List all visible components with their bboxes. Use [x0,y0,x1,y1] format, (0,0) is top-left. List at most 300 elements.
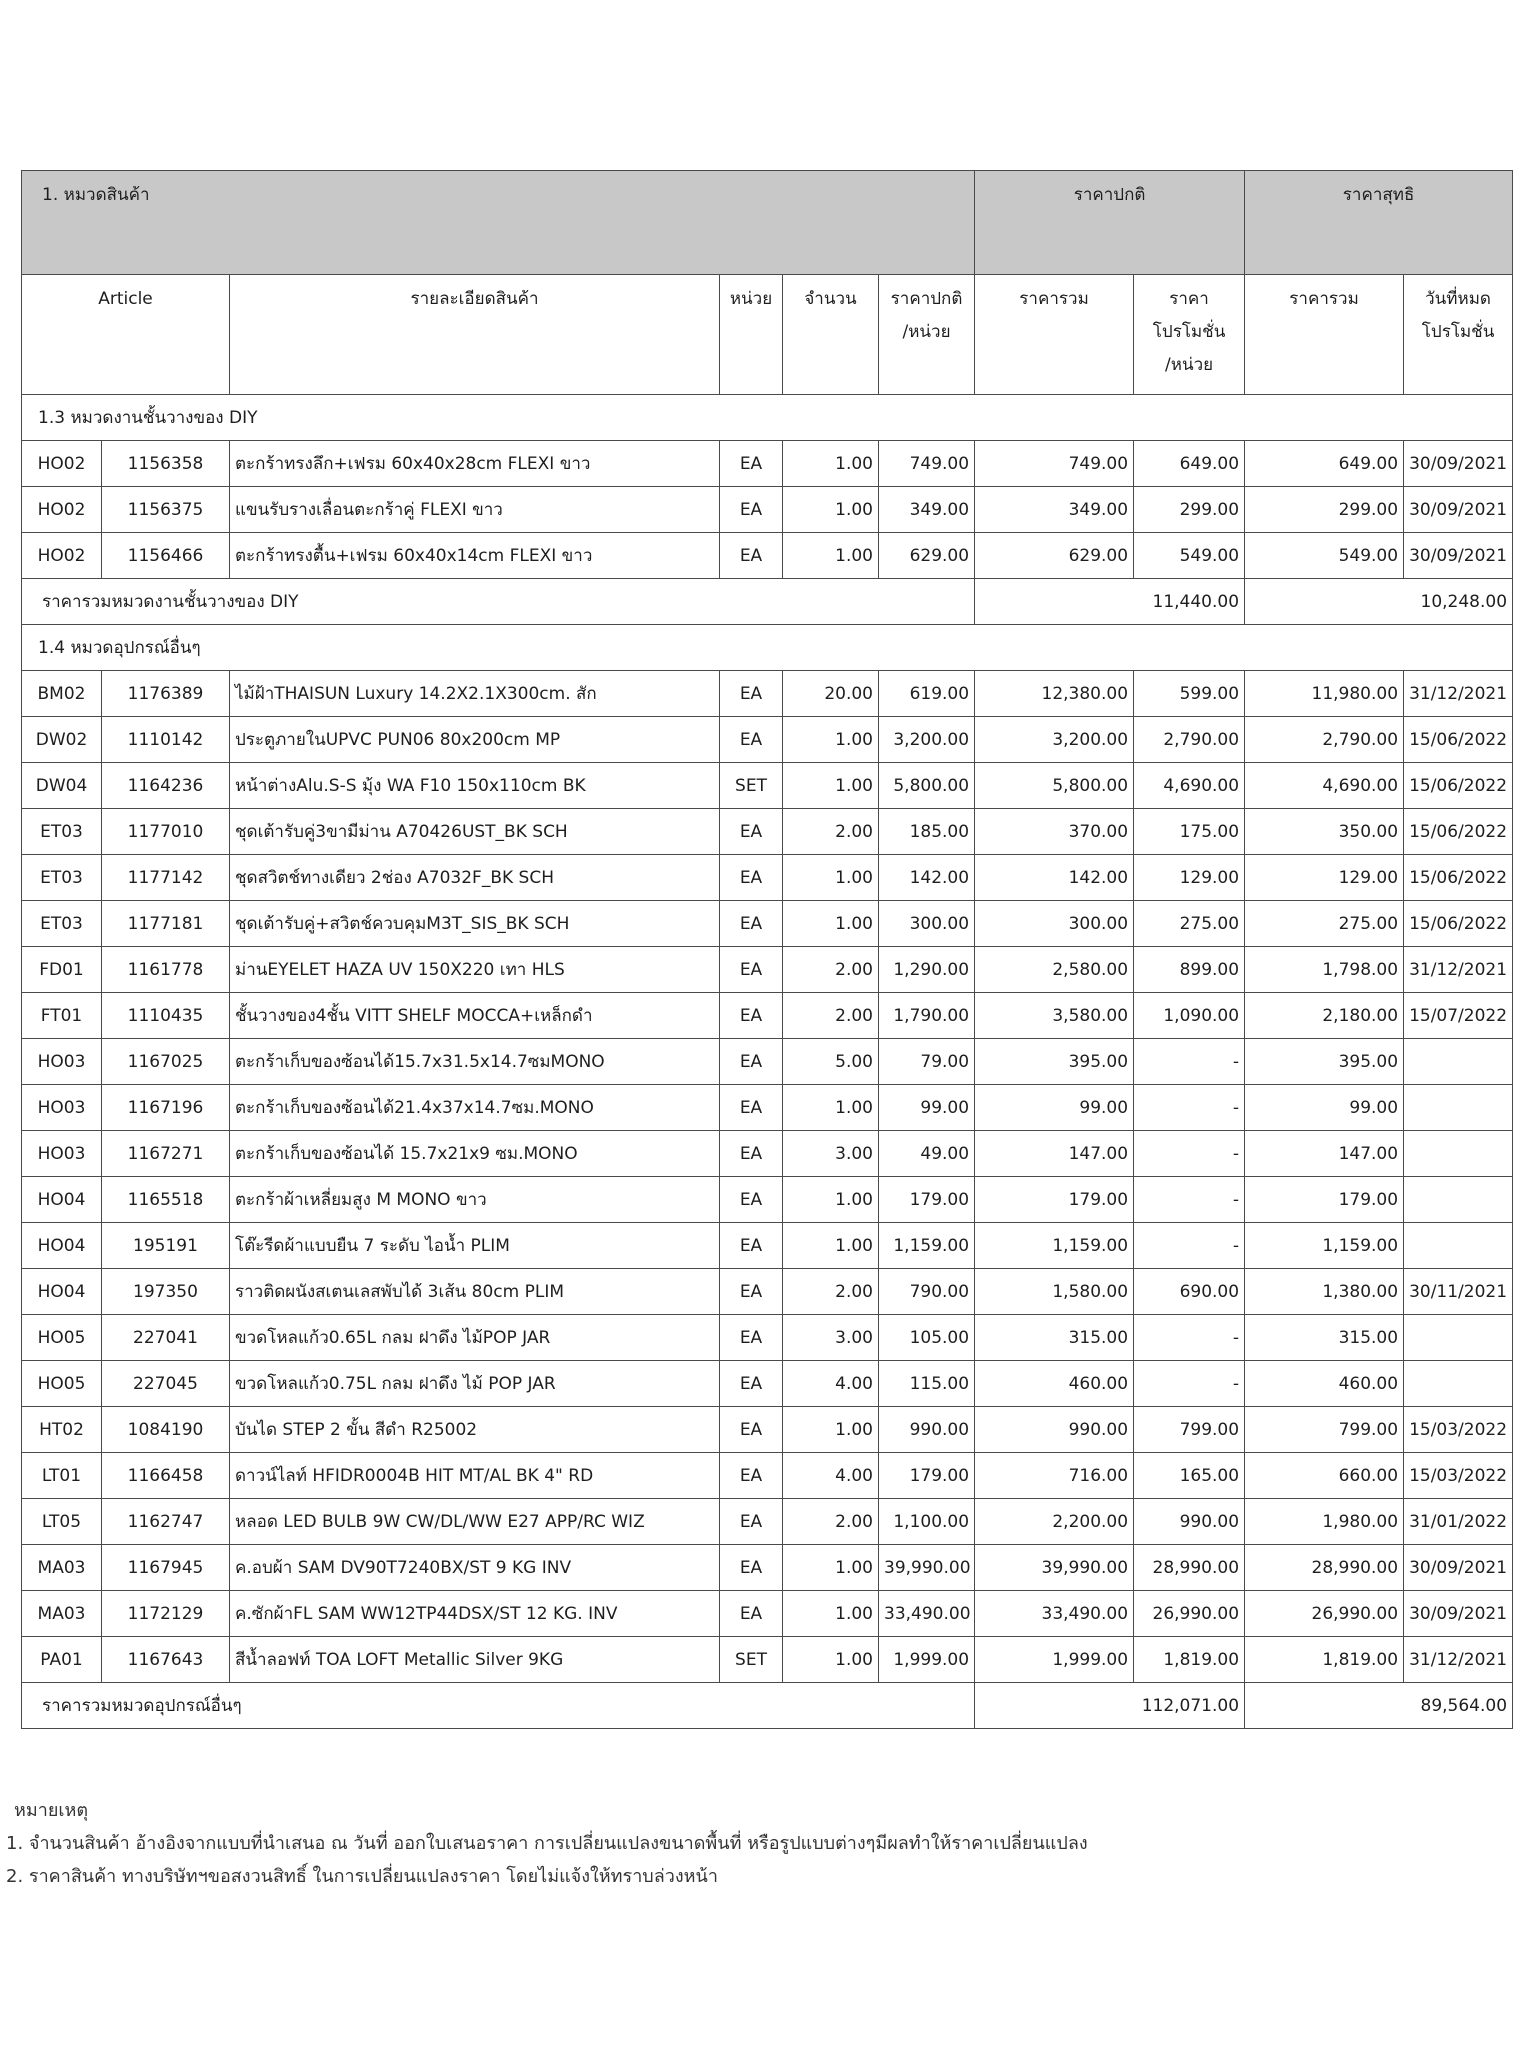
article-cell: 195191 [102,1223,230,1269]
promo-end-cell: 30/09/2021 [1404,1545,1513,1591]
promo-price-cell: - [1134,1039,1245,1085]
col-promo-end-line1: วันที่หมด [1425,289,1491,309]
category-heading: 1. หมวดสินค้า [22,171,975,275]
net-total-cell: 649.00 [1245,441,1404,487]
article-cell: 1084190 [102,1407,230,1453]
table-row [22,1039,1513,1085]
total-cell: 39,990.00 [975,1545,1134,1591]
qty-cell: 1.00 [783,441,879,487]
qty-cell: 1.00 [783,717,879,763]
description-cell: ค.ซักผ้าFL SAM WW12TP44DSX/ST 12 KG. INV [230,1591,720,1637]
article-cell: 1177010 [102,809,230,855]
unit-price-cell: 3,200.00 [879,717,975,763]
promo-end-cell [1404,1177,1513,1223]
dept-cell: HO03 [22,1085,102,1131]
table-row [22,947,1513,993]
total-cell: 300.00 [975,901,1134,947]
description-cell: ตะกร้าทรงลึก+เฟรม 60x40x28cm FLEXI ขาว [230,441,720,487]
qty-cell: 3.00 [783,1131,879,1177]
net-total-cell: 2,790.00 [1245,717,1404,763]
table-row [22,1545,1513,1591]
promo-end-cell: 15/07/2022 [1404,993,1513,1039]
table-row [22,1453,1513,1499]
promo-price-cell: - [1134,1131,1245,1177]
table-row [22,1637,1513,1683]
total-cell: 395.00 [975,1039,1134,1085]
total-cell: 460.00 [975,1361,1134,1407]
unit-cell: EA [720,1407,783,1453]
article-cell: 1177181 [102,901,230,947]
promo-end-cell: 15/06/2022 [1404,855,1513,901]
unit-cell: EA [720,533,783,579]
article-cell: 1156375 [102,487,230,533]
unit-cell: EA [720,1361,783,1407]
dept-cell: HO03 [22,1131,102,1177]
promo-end-cell [1404,1085,1513,1131]
unit-price-cell: 39,990.00 [879,1545,975,1591]
article-cell: 227045 [102,1361,230,1407]
total-cell: 99.00 [975,1085,1134,1131]
unit-cell: EA [720,671,783,717]
subtotal-net: 10,248.00 [1245,579,1513,625]
unit-price-cell: 790.00 [879,1269,975,1315]
promo-end-cell: 15/03/2022 [1404,1453,1513,1499]
table-body [22,171,1513,1729]
total-cell: 179.00 [975,1177,1134,1223]
net-total-cell: 2,180.00 [1245,993,1404,1039]
total-cell: 629.00 [975,533,1134,579]
col-net-total: ราคารวม [1245,275,1404,395]
dept-cell: PA01 [22,1637,102,1683]
unit-cell: EA [720,487,783,533]
promo-end-cell: 30/11/2021 [1404,1269,1513,1315]
promo-end-cell: 15/03/2022 [1404,1407,1513,1453]
total-cell: 5,800.00 [975,763,1134,809]
unit-price-cell: 1,100.00 [879,1499,975,1545]
promo-end-cell [1404,1039,1513,1085]
promo-end-cell [1404,1223,1513,1269]
promo-price-cell: 899.00 [1134,947,1245,993]
notes-block [6,1794,1088,1893]
article-cell: 1164236 [102,763,230,809]
section-title: 1.4 หมวดอุปกรณ์อื่นๆ [22,625,1513,671]
col-promo-price-line3: /หน่วย [1165,355,1214,375]
subtotal-row [22,579,1513,625]
qty-cell: 1.00 [783,855,879,901]
net-total-cell: 350.00 [1245,809,1404,855]
qty-cell: 1.00 [783,1591,879,1637]
article-cell: 1167025 [102,1039,230,1085]
subtotal-row [22,1683,1513,1729]
subtotal-regular: 11,440.00 [975,579,1245,625]
promo-end-cell: 30/09/2021 [1404,533,1513,579]
description-cell: ชุดเต้ารับคู่3ขามีม่าน A70426UST_BK SCH [230,809,720,855]
unit-cell: SET [720,763,783,809]
unit-price-cell: 629.00 [879,533,975,579]
table-row [22,1177,1513,1223]
promo-end-cell: 30/09/2021 [1404,441,1513,487]
qty-cell: 2.00 [783,1499,879,1545]
promo-price-cell: 165.00 [1134,1453,1245,1499]
promo-end-cell: 30/09/2021 [1404,1591,1513,1637]
description-cell: หลอด LED BULB 9W CW/DL/WW E27 APP/RC WIZ [230,1499,720,1545]
unit-cell: EA [720,1177,783,1223]
net-total-cell: 460.00 [1245,1361,1404,1407]
article-cell: 1167945 [102,1545,230,1591]
col-unit: หน่วย [720,275,783,395]
table-row [22,1591,1513,1637]
qty-cell: 2.00 [783,947,879,993]
promo-end-cell: 15/06/2022 [1404,901,1513,947]
unit-cell: EA [720,809,783,855]
unit-price-cell: 5,800.00 [879,763,975,809]
unit-cell: EA [720,1453,783,1499]
dept-cell: FT01 [22,993,102,1039]
unit-price-cell: 349.00 [879,487,975,533]
promo-end-cell [1404,1315,1513,1361]
dept-cell: DW02 [22,717,102,763]
article-cell: 197350 [102,1269,230,1315]
subtotal-net: 89,564.00 [1245,1683,1513,1729]
qty-cell: 3.00 [783,1315,879,1361]
dept-cell: HO04 [22,1177,102,1223]
total-cell: 147.00 [975,1131,1134,1177]
qty-cell: 1.00 [783,533,879,579]
dept-cell: ET03 [22,901,102,947]
unit-price-cell: 749.00 [879,441,975,487]
section-heading-row [22,625,1513,671]
dept-cell: HO02 [22,441,102,487]
table-row [22,809,1513,855]
promo-price-cell: 690.00 [1134,1269,1245,1315]
dept-cell: HO05 [22,1361,102,1407]
total-cell: 1,580.00 [975,1269,1134,1315]
col-total: ราคารวม [975,275,1134,395]
article-cell: 1156358 [102,441,230,487]
total-cell: 2,580.00 [975,947,1134,993]
total-cell: 990.00 [975,1407,1134,1453]
qty-cell: 1.00 [783,1177,879,1223]
qty-cell: 2.00 [783,993,879,1039]
unit-price-cell: 105.00 [879,1315,975,1361]
unit-price-cell: 33,490.00 [879,1591,975,1637]
net-total-cell: 299.00 [1245,487,1404,533]
description-cell: ตะกร้าเก็บของซ้อนได้15.7x31.5x14.7ซมMONO [230,1039,720,1085]
col-unit-price [879,275,975,395]
table-row [22,1407,1513,1453]
unit-price-cell: 1,999.00 [879,1637,975,1683]
table-row [22,533,1513,579]
promo-price-cell: - [1134,1177,1245,1223]
unit-price-cell: 115.00 [879,1361,975,1407]
dept-cell: BM02 [22,671,102,717]
description-cell: ขวดโหลแก้ว0.65L กลม ฝาดึง ไม้POP JAR [230,1315,720,1361]
net-total-cell: 315.00 [1245,1315,1404,1361]
unit-cell: EA [720,1131,783,1177]
unit-cell: EA [720,441,783,487]
net-total-cell: 99.00 [1245,1085,1404,1131]
qty-cell: 1.00 [783,1545,879,1591]
dept-cell: LT05 [22,1499,102,1545]
net-total-cell: 129.00 [1245,855,1404,901]
description-cell: บันได STEP 2 ขั้น สีดำ R25002 [230,1407,720,1453]
article-cell: 1167643 [102,1637,230,1683]
table-row [22,763,1513,809]
dept-cell: HO04 [22,1223,102,1269]
dept-cell: MA03 [22,1545,102,1591]
qty-cell: 5.00 [783,1039,879,1085]
total-cell: 349.00 [975,487,1134,533]
description-cell: ขวดโหลแก้ว0.75L กลม ฝาดึง ไม้ POP JAR [230,1361,720,1407]
unit-cell: EA [720,1269,783,1315]
dept-cell: ET03 [22,855,102,901]
table-row [22,717,1513,763]
table-row [22,1223,1513,1269]
promo-price-cell: - [1134,1085,1245,1131]
note-item-1: 1. จำนวนสินค้า อ้างอิงจากแบบที่นำเสนอ ณ วันที่ ออกใบเสนอราคา การเปลี่ยนแปลงขนาดพื้นที่ หรือรูปแบบต่างๆมีผลทำให้ราคาเปลี่ยนแปลง [6,1833,1088,1854]
table-row [22,441,1513,487]
promo-price-cell: 990.00 [1134,1499,1245,1545]
dept-cell: HO02 [22,487,102,533]
promo-price-cell: 2,790.00 [1134,717,1245,763]
promo-end-cell: 31/12/2021 [1404,671,1513,717]
net-total-cell: 395.00 [1245,1039,1404,1085]
col-unit-price-line2: /หน่วย [902,322,951,342]
col-qty: จำนวน [783,275,879,395]
promo-end-cell: 31/12/2021 [1404,1637,1513,1683]
promo-price-cell: - [1134,1223,1245,1269]
net-total-cell: 1,159.00 [1245,1223,1404,1269]
table-row [22,855,1513,901]
net-total-cell: 799.00 [1245,1407,1404,1453]
total-cell: 315.00 [975,1315,1134,1361]
col-promo-price [1134,275,1245,395]
total-cell: 2,200.00 [975,1499,1134,1545]
promo-end-cell: 15/06/2022 [1404,717,1513,763]
description-cell: ค.อบผ้า SAM DV90T7240BX/ST 9 KG INV [230,1545,720,1591]
dept-cell: HO02 [22,533,102,579]
description-cell: ไม้ฝ้าTHAISUN Luxury 14.2X2.1X300cm. สัก [230,671,720,717]
table-row [22,993,1513,1039]
dept-cell: MA03 [22,1591,102,1637]
promo-price-cell: 649.00 [1134,441,1245,487]
table-row [22,1269,1513,1315]
col-promo-end-line2: โปรโมชั่น [1421,322,1495,342]
article-cell: 1176389 [102,671,230,717]
subtotal-label: ราคารวมหมวดงานชั้นวางของ DIY [22,579,975,625]
unit-cell: EA [720,1085,783,1131]
col-article: Article [22,275,230,395]
article-cell: 1161778 [102,947,230,993]
article-cell: 1110142 [102,717,230,763]
total-cell: 12,380.00 [975,671,1134,717]
article-cell: 1162747 [102,1499,230,1545]
article-cell: 1167271 [102,1131,230,1177]
promo-price-cell: - [1134,1315,1245,1361]
table-row [22,487,1513,533]
dept-cell: HT02 [22,1407,102,1453]
unit-cell: SET [720,1637,783,1683]
unit-cell: EA [720,947,783,993]
unit-price-cell: 99.00 [879,1085,975,1131]
article-cell: 227041 [102,1315,230,1361]
net-total-cell: 660.00 [1245,1453,1404,1499]
qty-cell: 1.00 [783,901,879,947]
regular-price-heading: ราคาปกติ [975,171,1245,275]
unit-cell: EA [720,1545,783,1591]
unit-cell: EA [720,1315,783,1361]
net-total-cell: 549.00 [1245,533,1404,579]
total-cell: 33,490.00 [975,1591,1134,1637]
promo-price-cell: 129.00 [1134,855,1245,901]
description-cell: สีน้ำลอฟท์ TOA LOFT Metallic Silver 9KG [230,1637,720,1683]
description-cell: ชุดสวิตช์ทางเดียว 2ช่อง A7032F_BK SCH [230,855,720,901]
table-row [22,901,1513,947]
column-header-row [22,275,1513,395]
unit-cell: EA [720,901,783,947]
promo-end-cell: 30/09/2021 [1404,487,1513,533]
net-total-cell: 26,990.00 [1245,1591,1404,1637]
description-cell: หน้าต่างAlu.S-S มุ้ง WA F10 150x110cm BK [230,763,720,809]
article-cell: 1167196 [102,1085,230,1131]
unit-price-cell: 49.00 [879,1131,975,1177]
qty-cell: 1.00 [783,1407,879,1453]
promo-price-cell: 599.00 [1134,671,1245,717]
unit-cell: EA [720,1499,783,1545]
unit-cell: EA [720,1039,783,1085]
dept-cell: ET03 [22,809,102,855]
net-total-cell: 4,690.00 [1245,763,1404,809]
section-heading-row [22,395,1513,441]
promo-price-cell: 4,690.00 [1134,763,1245,809]
unit-price-cell: 179.00 [879,1177,975,1223]
total-cell: 142.00 [975,855,1134,901]
qty-cell: 1.00 [783,1223,879,1269]
unit-price-cell: 185.00 [879,809,975,855]
total-cell: 1,159.00 [975,1223,1134,1269]
article-cell: 1166458 [102,1453,230,1499]
unit-cell: EA [720,855,783,901]
description-cell: ตะกร้าทรงตื้น+เฟรม 60x40x14cm FLEXI ขาว [230,533,720,579]
dept-cell: FD01 [22,947,102,993]
description-cell: ตะกร้าเก็บของซ้อนได้21.4x37x14.7ซม.MONO [230,1085,720,1131]
total-cell: 370.00 [975,809,1134,855]
net-total-cell: 11,980.00 [1245,671,1404,717]
unit-price-cell: 990.00 [879,1407,975,1453]
qty-cell: 1.00 [783,763,879,809]
net-total-cell: 1,798.00 [1245,947,1404,993]
unit-cell: EA [720,993,783,1039]
net-price-heading: ราคาสุทธิ [1245,171,1513,275]
notes-title: หมายเหตุ [14,1800,89,1821]
promo-end-cell [1404,1131,1513,1177]
qty-cell: 2.00 [783,809,879,855]
description-cell: ตะกร้าผ้าเหลี่ยมสูง M MONO ขาว [230,1177,720,1223]
subtotal-regular: 112,071.00 [975,1683,1245,1729]
dept-cell: DW04 [22,763,102,809]
unit-price-cell: 142.00 [879,855,975,901]
total-cell: 716.00 [975,1453,1134,1499]
promo-end-cell [1404,1361,1513,1407]
total-cell: 3,200.00 [975,717,1134,763]
dept-cell: HO03 [22,1039,102,1085]
promo-price-cell: 799.00 [1134,1407,1245,1453]
promo-price-cell: 26,990.00 [1134,1591,1245,1637]
unit-price-cell: 1,159.00 [879,1223,975,1269]
table-row [22,1499,1513,1545]
table-row [22,1131,1513,1177]
unit-price-cell: 1,790.00 [879,993,975,1039]
net-total-cell: 1,980.00 [1245,1499,1404,1545]
description-cell: โต๊ะรีดผ้าแบบยืน 7 ระดับ ไอน้ำ PLIM [230,1223,720,1269]
dept-cell: LT01 [22,1453,102,1499]
description-cell: ดาวน์ไลท์ HFIDR0004B HIT MT/AL BK 4" RD [230,1453,720,1499]
subtotal-label: ราคารวมหมวดอุปกรณ์อื่นๆ [22,1683,975,1729]
promo-end-cell: 15/06/2022 [1404,809,1513,855]
description-cell: ชั้นวางของ4ชั้น VITT SHELF MOCCA+เหล็กดำ [230,993,720,1039]
net-total-cell: 147.00 [1245,1131,1404,1177]
qty-cell: 20.00 [783,671,879,717]
net-total-cell: 1,819.00 [1245,1637,1404,1683]
unit-price-cell: 179.00 [879,1453,975,1499]
unit-price-cell: 1,290.00 [879,947,975,993]
qty-cell: 1.00 [783,487,879,533]
description-cell: ประตูภายในUPVC PUN06 80x200cm MP [230,717,720,763]
net-total-cell: 1,380.00 [1245,1269,1404,1315]
dept-cell: HO05 [22,1315,102,1361]
description-cell: ราวติดผนังสเตนเลสพับได้ 3เส้น 80cm PLIM [230,1269,720,1315]
net-total-cell: 179.00 [1245,1177,1404,1223]
article-cell: 1172129 [102,1591,230,1637]
table-row [22,671,1513,717]
promo-price-cell: 549.00 [1134,533,1245,579]
description-cell: ชุดเต้ารับคู่+สวิตช์ควบคุมM3T_SIS_BK SCH [230,901,720,947]
section-title: 1.3 หมวดงานชั้นวางของ DIY [22,395,1513,441]
article-cell: 1156466 [102,533,230,579]
promo-price-cell: 28,990.00 [1134,1545,1245,1591]
description-cell: ตะกร้าเก็บของซ้อนได้ 15.7x21x9 ซม.MONO [230,1131,720,1177]
unit-price-cell: 79.00 [879,1039,975,1085]
qty-cell: 4.00 [783,1453,879,1499]
promo-end-cell: 15/06/2022 [1404,763,1513,809]
article-cell: 1110435 [102,993,230,1039]
qty-cell: 2.00 [783,1269,879,1315]
header-band [22,171,1513,275]
total-cell: 1,999.00 [975,1637,1134,1683]
quotation-table [21,170,1513,1729]
promo-price-cell: 1,819.00 [1134,1637,1245,1683]
col-description: รายละเอียดสินค้า [230,275,720,395]
promo-price-cell: 299.00 [1134,487,1245,533]
col-unit-price-line1: ราคาปกติ [890,289,963,309]
unit-cell: EA [720,717,783,763]
col-promo-price-line1: ราคา [1169,289,1209,309]
promo-price-cell: 175.00 [1134,809,1245,855]
table-row [22,1315,1513,1361]
total-cell: 749.00 [975,441,1134,487]
unit-price-cell: 619.00 [879,671,975,717]
qty-cell: 4.00 [783,1361,879,1407]
table-row [22,1361,1513,1407]
col-promo-end [1404,275,1513,395]
unit-cell: EA [720,1591,783,1637]
col-promo-price-line2: โปรโมชั่น [1152,322,1226,342]
promo-end-cell: 31/01/2022 [1404,1499,1513,1545]
promo-price-cell: 275.00 [1134,901,1245,947]
promo-price-cell: - [1134,1361,1245,1407]
net-total-cell: 28,990.00 [1245,1545,1404,1591]
qty-cell: 1.00 [783,1085,879,1131]
